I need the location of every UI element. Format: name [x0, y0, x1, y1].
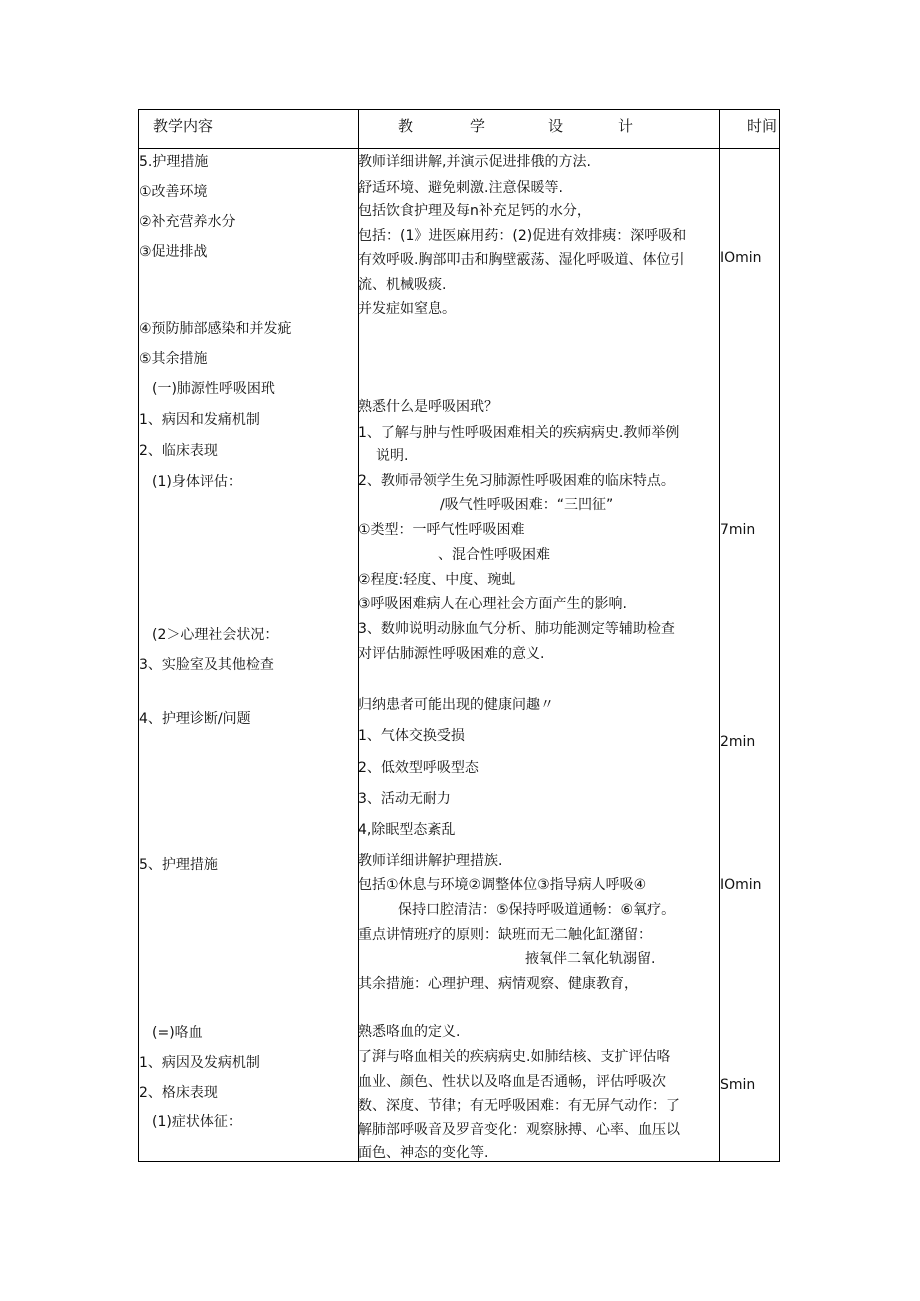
- content-item: ⑤其余措施: [139, 351, 208, 367]
- content-item: 4、护理诊断/问题: [139, 711, 251, 727]
- design-line: 包括饮食护理及每n补充足钙的水分，: [358, 203, 591, 219]
- header-content-label: 教学内容: [153, 117, 214, 135]
- design-line: 2、低效型呼吸型态: [358, 760, 479, 776]
- design-line: 教师详细讲解护理措族.: [358, 853, 503, 869]
- design-line: 包括：(1》进医麻用药：(2)促进有效排痍：深呼吸和: [358, 228, 687, 244]
- column-divider-time: [719, 110, 720, 1161]
- content-item: (1)身体评估：: [152, 474, 242, 490]
- design-line: 说明.: [376, 448, 409, 464]
- design-line: 数、深度、节律；有无呼吸困难：有无屏气动作：了: [358, 1098, 680, 1114]
- design-line: 面色、神态的变化等.: [358, 1145, 489, 1161]
- design-line: 保持口腔清洁：⑤保持呼吸道通畅：⑥氧疗。: [398, 902, 676, 918]
- design-line: 包括①休息与环境②调整体位③指导病人呼吸④: [358, 877, 647, 893]
- design-line: 2、教师帚领学生免习肺源性呼吸困难的临床特点。: [358, 473, 675, 489]
- design-line: 4,除眠型态紊乱: [358, 822, 456, 838]
- content-item: 1、病因和发痛机制: [139, 412, 260, 428]
- design-line: 解肺部呼吸音及罗音变化：观察脉搏、心率、血压以: [358, 1122, 680, 1138]
- design-line: 其余措施：心理护理、病情观察、健康教育，: [358, 976, 638, 992]
- section-heading: (一)肺源性呼吸困玳: [152, 381, 275, 397]
- design-line: 了湃与咯血相关的疾病病史.如肺结核、支扩评估咯: [358, 1049, 671, 1065]
- design-line: 1、了解与肿与性呼吸困难相关的疾病病史.教师举例: [358, 425, 680, 441]
- content-item: ②补充营养水分: [139, 214, 236, 230]
- content-item: 5、护理措施: [139, 857, 218, 873]
- design-line: 熟悉什么是呼吸困玳？: [358, 399, 498, 415]
- content-item: (2＞心理社会状况：: [152, 627, 279, 643]
- content-item: (1)症状体征：: [152, 1114, 242, 1130]
- design-line: 舒适环境、避免刺激.注意保暖等.: [358, 180, 563, 196]
- design-line: 掖氧伴二氧化轨溺留.: [525, 951, 656, 967]
- design-line: ③呼吸困难病人在心理社会方面产生的影响.: [358, 596, 627, 612]
- content-item: ③促进排战: [139, 244, 208, 260]
- design-line: ①类型：一呼气性呼吸困难: [358, 522, 525, 538]
- time-allocation: IOmin: [720, 250, 762, 266]
- content-item: 1、病因及发病机制: [139, 1055, 260, 1071]
- time-allocation: 2min: [720, 734, 756, 750]
- design-line: 3、活动无耐力: [358, 791, 451, 807]
- content-item: ①改善环境: [139, 184, 208, 200]
- time-allocation: Smin: [720, 1077, 756, 1093]
- header-divider: [139, 148, 779, 149]
- design-line: 流、机械吸痰.: [358, 277, 447, 293]
- content-item: 2、临床表现: [139, 443, 218, 459]
- design-line: 3、数帅说明动脉血气分析、肺功能测定等辅助检查: [358, 621, 675, 637]
- design-line: ②程度:轻度、中度、琬虬: [358, 572, 516, 588]
- design-line: 、混合性呼吸困难: [438, 547, 550, 563]
- content-item: 3、实脸室及其他检查: [139, 657, 274, 673]
- header-design-char: 设: [548, 117, 564, 135]
- content-item: 5.护理措施: [139, 154, 209, 170]
- header-design-char: 教: [398, 117, 414, 135]
- design-line: 重点讲情班疗的原则：缺班而无二触化缸潴留：: [358, 927, 652, 943]
- design-line: 血业、颜色、性状以及咯血是否通畅，评估呼吸次: [358, 1074, 666, 1090]
- header-time-label: 时间: [747, 117, 778, 135]
- design-line: /吸气性呼吸困难：“三凹征”: [440, 497, 614, 513]
- design-line: 1、气体交换受损: [358, 728, 465, 744]
- time-allocation: IOmin: [720, 877, 762, 893]
- content-item: 2、格床表现: [139, 1085, 218, 1101]
- design-line: 教师详细讲解,并演示促进排俄的方法.: [358, 154, 591, 170]
- design-line: 对评估肺源性呼吸困难的意义.: [358, 646, 545, 662]
- design-line: 有效呼吸.胸部叩击和胸壁霰荡、湿化呼吸道、体位引: [358, 252, 685, 268]
- content-item: ④预防肺部感染和并发疵: [139, 321, 292, 337]
- time-allocation: 7min: [720, 522, 756, 538]
- design-line: 熟悉咯血的定义.: [358, 1024, 461, 1040]
- design-line: 归纳患者可能出现的健康问趣〃: [358, 697, 554, 713]
- header-design-char: 计: [618, 117, 634, 135]
- design-line: 并发症如窒息。: [358, 301, 456, 317]
- header-design-char: 学: [470, 117, 486, 135]
- section-heading: (=)咯血: [152, 1025, 203, 1041]
